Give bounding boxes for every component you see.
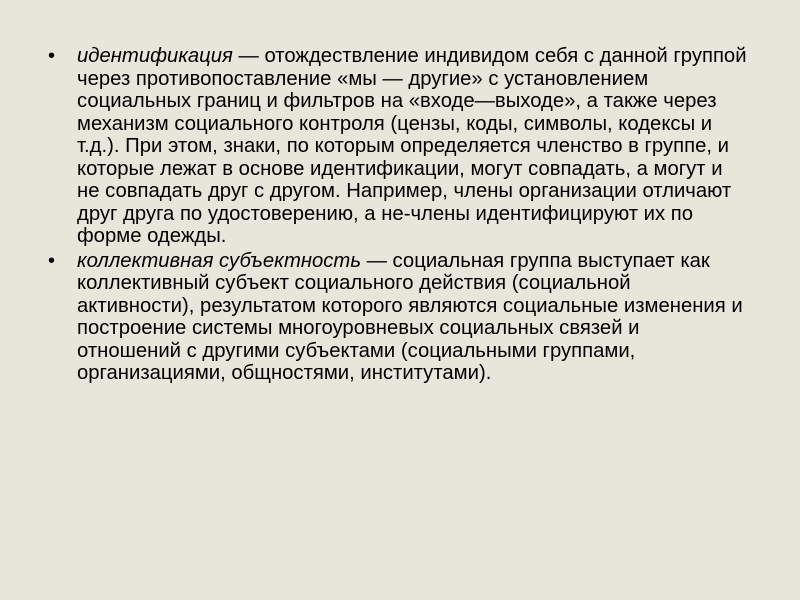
bullet-list <box>48 45 748 387</box>
term-identification: идентификация <box>77 45 233 67</box>
definition-collective-subjectness: — социальная группа выступает как коллективный субъект социального действия (социальной активности), результатом которого являются социальные изменения и построение системы многоуровневых социальных связей и отношений с другими субъектами (социальными группами, организациями, общностями, институтами). <box>77 249 743 384</box>
bullet-item-identification <box>48 45 748 248</box>
bullet-marker: • <box>48 45 56 67</box>
bullet-marker: • <box>48 249 56 272</box>
definition-identification: — отождествление индивидом себя с данной группой через противопоставление «мы — другие» с установлением социальных границ и фильтров на «входе—выходе», а также через механизм социального контроля (цензы, коды, символы, кодексы и т.д.). При этом, знаки, по которым определяется членство в группе, и которые лежат в основе идентификации, могут совпадать, а могут и не совпадать друг с другом. Например, члены организации отличают друг друга по удостоверению, а не-члены идентифицируют их по форме одежды. <box>77 45 747 247</box>
term-collective-subjectness: коллективная субъектность <box>77 249 361 272</box>
bullet-item-collective-subjectness <box>48 250 748 385</box>
